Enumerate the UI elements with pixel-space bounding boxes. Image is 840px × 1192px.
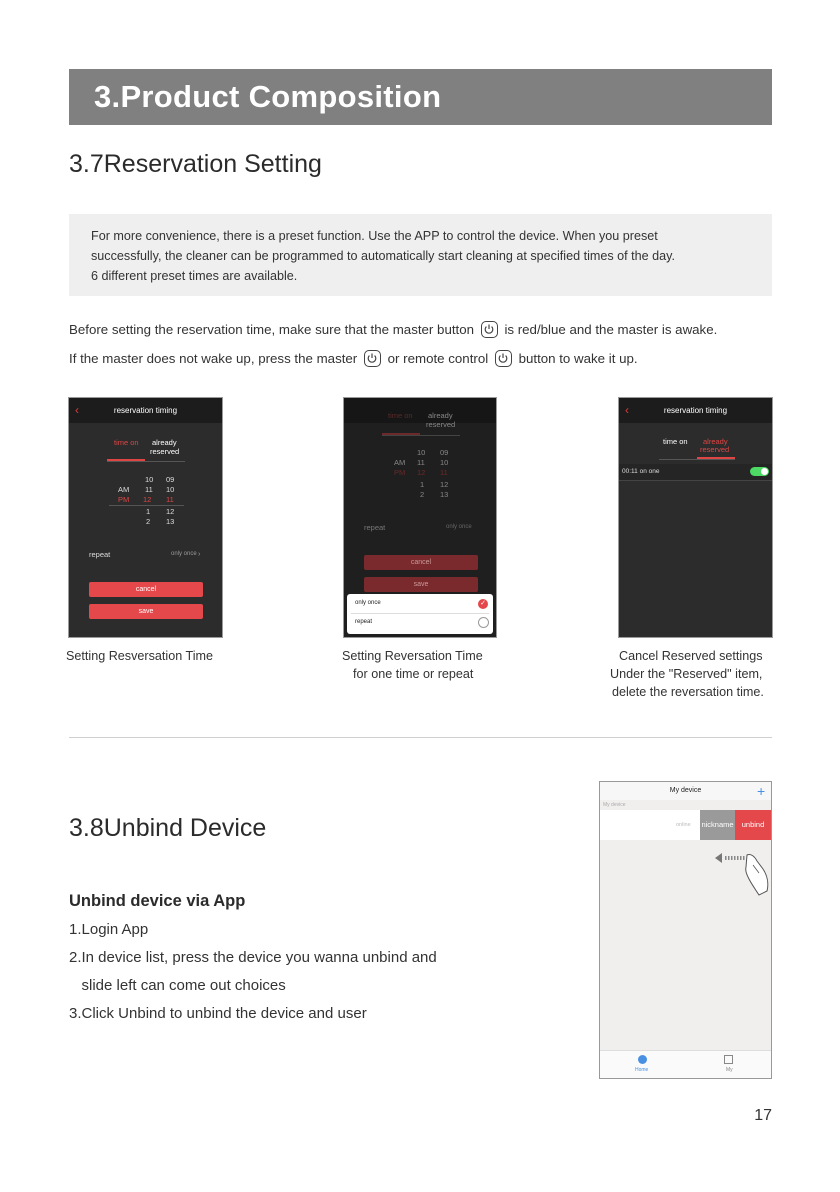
chevron-right-icon[interactable]: › (198, 549, 201, 558)
toggle-switch[interactable] (750, 467, 769, 476)
tab-reserved[interactable]: reserved (426, 420, 456, 429)
caption-3-line-1: Cancel Reserved settings (619, 649, 763, 663)
phone-screenshot-4 (599, 781, 772, 1079)
tab-reserved[interactable]: reserved (150, 447, 180, 456)
repeat-label: repeat (364, 523, 386, 532)
option-only-once[interactable]: only once (355, 600, 381, 606)
picker-cell-selected[interactable]: PM (118, 495, 130, 504)
screen-title: My device (669, 787, 702, 794)
tab-time-on[interactable]: time on (114, 438, 139, 447)
caption-2-line-1: Setting Reversation Time (342, 649, 483, 663)
repeat-label: repeat (89, 550, 111, 559)
section-title: 3.Product Composition (94, 79, 442, 114)
power-icon (481, 321, 498, 338)
page-number: 17 (754, 1107, 772, 1124)
caption-1: Setting Resversation Time (66, 649, 213, 663)
my-tab-label[interactable]: My (726, 1067, 733, 1073)
picker-cell-selected[interactable]: 12 (143, 495, 152, 504)
picker-cell: 09 (166, 475, 175, 484)
power-icon (364, 350, 381, 367)
picker-cell: 10 (417, 448, 426, 457)
intro-box (69, 214, 772, 296)
tab-divider (659, 459, 735, 460)
tab-divider (107, 461, 185, 462)
repeat-value[interactable]: only once (171, 551, 197, 557)
toggle-knob (761, 468, 768, 475)
phone-header (619, 398, 772, 423)
nickname-button[interactable]: nickname (700, 810, 735, 840)
save-button[interactable]: save (89, 604, 203, 619)
unbind-step-2-cont: slide left can come out choices (69, 977, 286, 994)
picker-cell: 1 (420, 480, 425, 489)
phone-header (344, 398, 496, 423)
instruction-text: is red/blue and the master is awake. (504, 322, 718, 337)
phone-screenshot-3 (618, 397, 773, 638)
unbind-step-3: 3.Click Unbind to unbind the device and user (69, 1005, 367, 1022)
unbind-heading: 3.8Unbind Device (69, 814, 267, 842)
list-section-label: My device (603, 802, 626, 808)
tab-already[interactable]: already (152, 438, 177, 447)
picker-cell: 12 (440, 480, 449, 489)
picker-cell: 13 (166, 517, 175, 526)
instruction-text: or remote control (387, 351, 489, 366)
phone-header (69, 398, 222, 423)
tab-already[interactable]: already (428, 411, 453, 420)
add-device-icon[interactable]: + (757, 783, 766, 799)
unbind-step-2: 2.In device list, press the device you wanna unbind and (69, 949, 437, 966)
tab-time-on[interactable]: time on (663, 437, 688, 446)
section-divider (69, 737, 772, 738)
tab-time-on[interactable]: time on (388, 411, 413, 420)
instruction-line-2 (69, 350, 638, 367)
intro-line-3: 6 different preset times are available. (91, 269, 298, 283)
picker-cell: 10 (440, 458, 449, 467)
section-header-bar (69, 69, 772, 125)
caption-2-line-2: for one time or repeat (353, 667, 474, 681)
screen-title: reservation timing (113, 406, 178, 415)
bottom-tab-bar (600, 1050, 771, 1079)
my-tab-icon[interactable] (724, 1055, 733, 1064)
back-arrow-icon[interactable]: ‹ (75, 403, 79, 417)
tab-reserved[interactable]: reserved (700, 445, 730, 454)
reserved-item-text: 00:11 on one (622, 468, 660, 475)
picker-cell-selected[interactable]: 12 (417, 468, 426, 477)
tab-divider (382, 435, 460, 436)
swipe-left-hand-icon (713, 849, 771, 899)
picker-cell: AM (394, 458, 406, 467)
home-tab-label[interactable]: Home (635, 1067, 649, 1073)
caption-3-line-3: delete the reversation time. (612, 685, 764, 699)
instruction-text: If the master does not wake up, press the master (69, 351, 358, 366)
radio-unselected-icon[interactable] (478, 617, 489, 628)
picker-cell: 2 (420, 490, 425, 499)
picker-cell-selected[interactable]: PM (394, 468, 406, 477)
picker-cell: 13 (440, 490, 449, 499)
phone-header (600, 782, 771, 800)
phone-screenshot-1 (68, 397, 223, 638)
option-repeat[interactable]: repeat (355, 619, 373, 625)
picker-cell: 12 (166, 507, 175, 516)
instruction-text: button to wake it up. (518, 351, 638, 366)
reserved-item-row[interactable] (619, 464, 772, 481)
instruction-line-1 (69, 321, 717, 338)
reservation-heading: 3.7Reservation Setting (69, 150, 322, 178)
screen-title: reservation timing (663, 406, 728, 415)
picker-cell: 10 (166, 485, 175, 494)
caption-3-line-2: Under the "Reserved" item, (610, 667, 763, 681)
save-button[interactable]: save (364, 577, 478, 592)
picker-cell: 09 (440, 448, 449, 457)
picker-line (109, 505, 184, 506)
picker-cell: 11 (417, 458, 425, 467)
picker-cell: 1 (146, 507, 151, 516)
tab-already[interactable]: already (703, 437, 728, 446)
unbind-subheading: Unbind device via App (69, 892, 246, 910)
picker-cell: 10 (145, 475, 154, 484)
unbind-step-1: 1.Login App (69, 921, 149, 938)
picker-cell: 2 (146, 517, 151, 526)
picker-cell: AM (118, 485, 130, 494)
picker-cell-selected[interactable]: 11 (166, 495, 174, 504)
picker-cell: 11 (145, 485, 153, 494)
check-selected-icon[interactable]: ✓ (478, 599, 488, 609)
option-divider (351, 613, 489, 614)
device-status: online (676, 822, 691, 828)
picker-cell-selected[interactable]: 11 (440, 468, 448, 477)
power-icon (495, 350, 512, 367)
device-row[interactable] (600, 810, 771, 840)
repeat-options-sheet (347, 594, 493, 634)
cancel-button[interactable]: cancel (364, 555, 478, 570)
phone-screenshot-2 (343, 397, 497, 638)
unbind-button[interactable]: unbind (735, 810, 771, 840)
cancel-button[interactable]: cancel (89, 582, 203, 597)
intro-line-1: For more convenience, there is a preset function. Use the APP to control the device. When you preset (91, 229, 658, 243)
home-tab-icon[interactable] (638, 1055, 647, 1064)
instruction-text: Before setting the reservation time, make sure that the master button (69, 322, 475, 337)
repeat-value[interactable]: only once (446, 524, 472, 530)
intro-line-2: successfully, the cleaner can be programmed to automatically start cleaning at specified times of the day. (91, 249, 676, 263)
back-arrow-icon[interactable]: ‹ (625, 403, 629, 417)
